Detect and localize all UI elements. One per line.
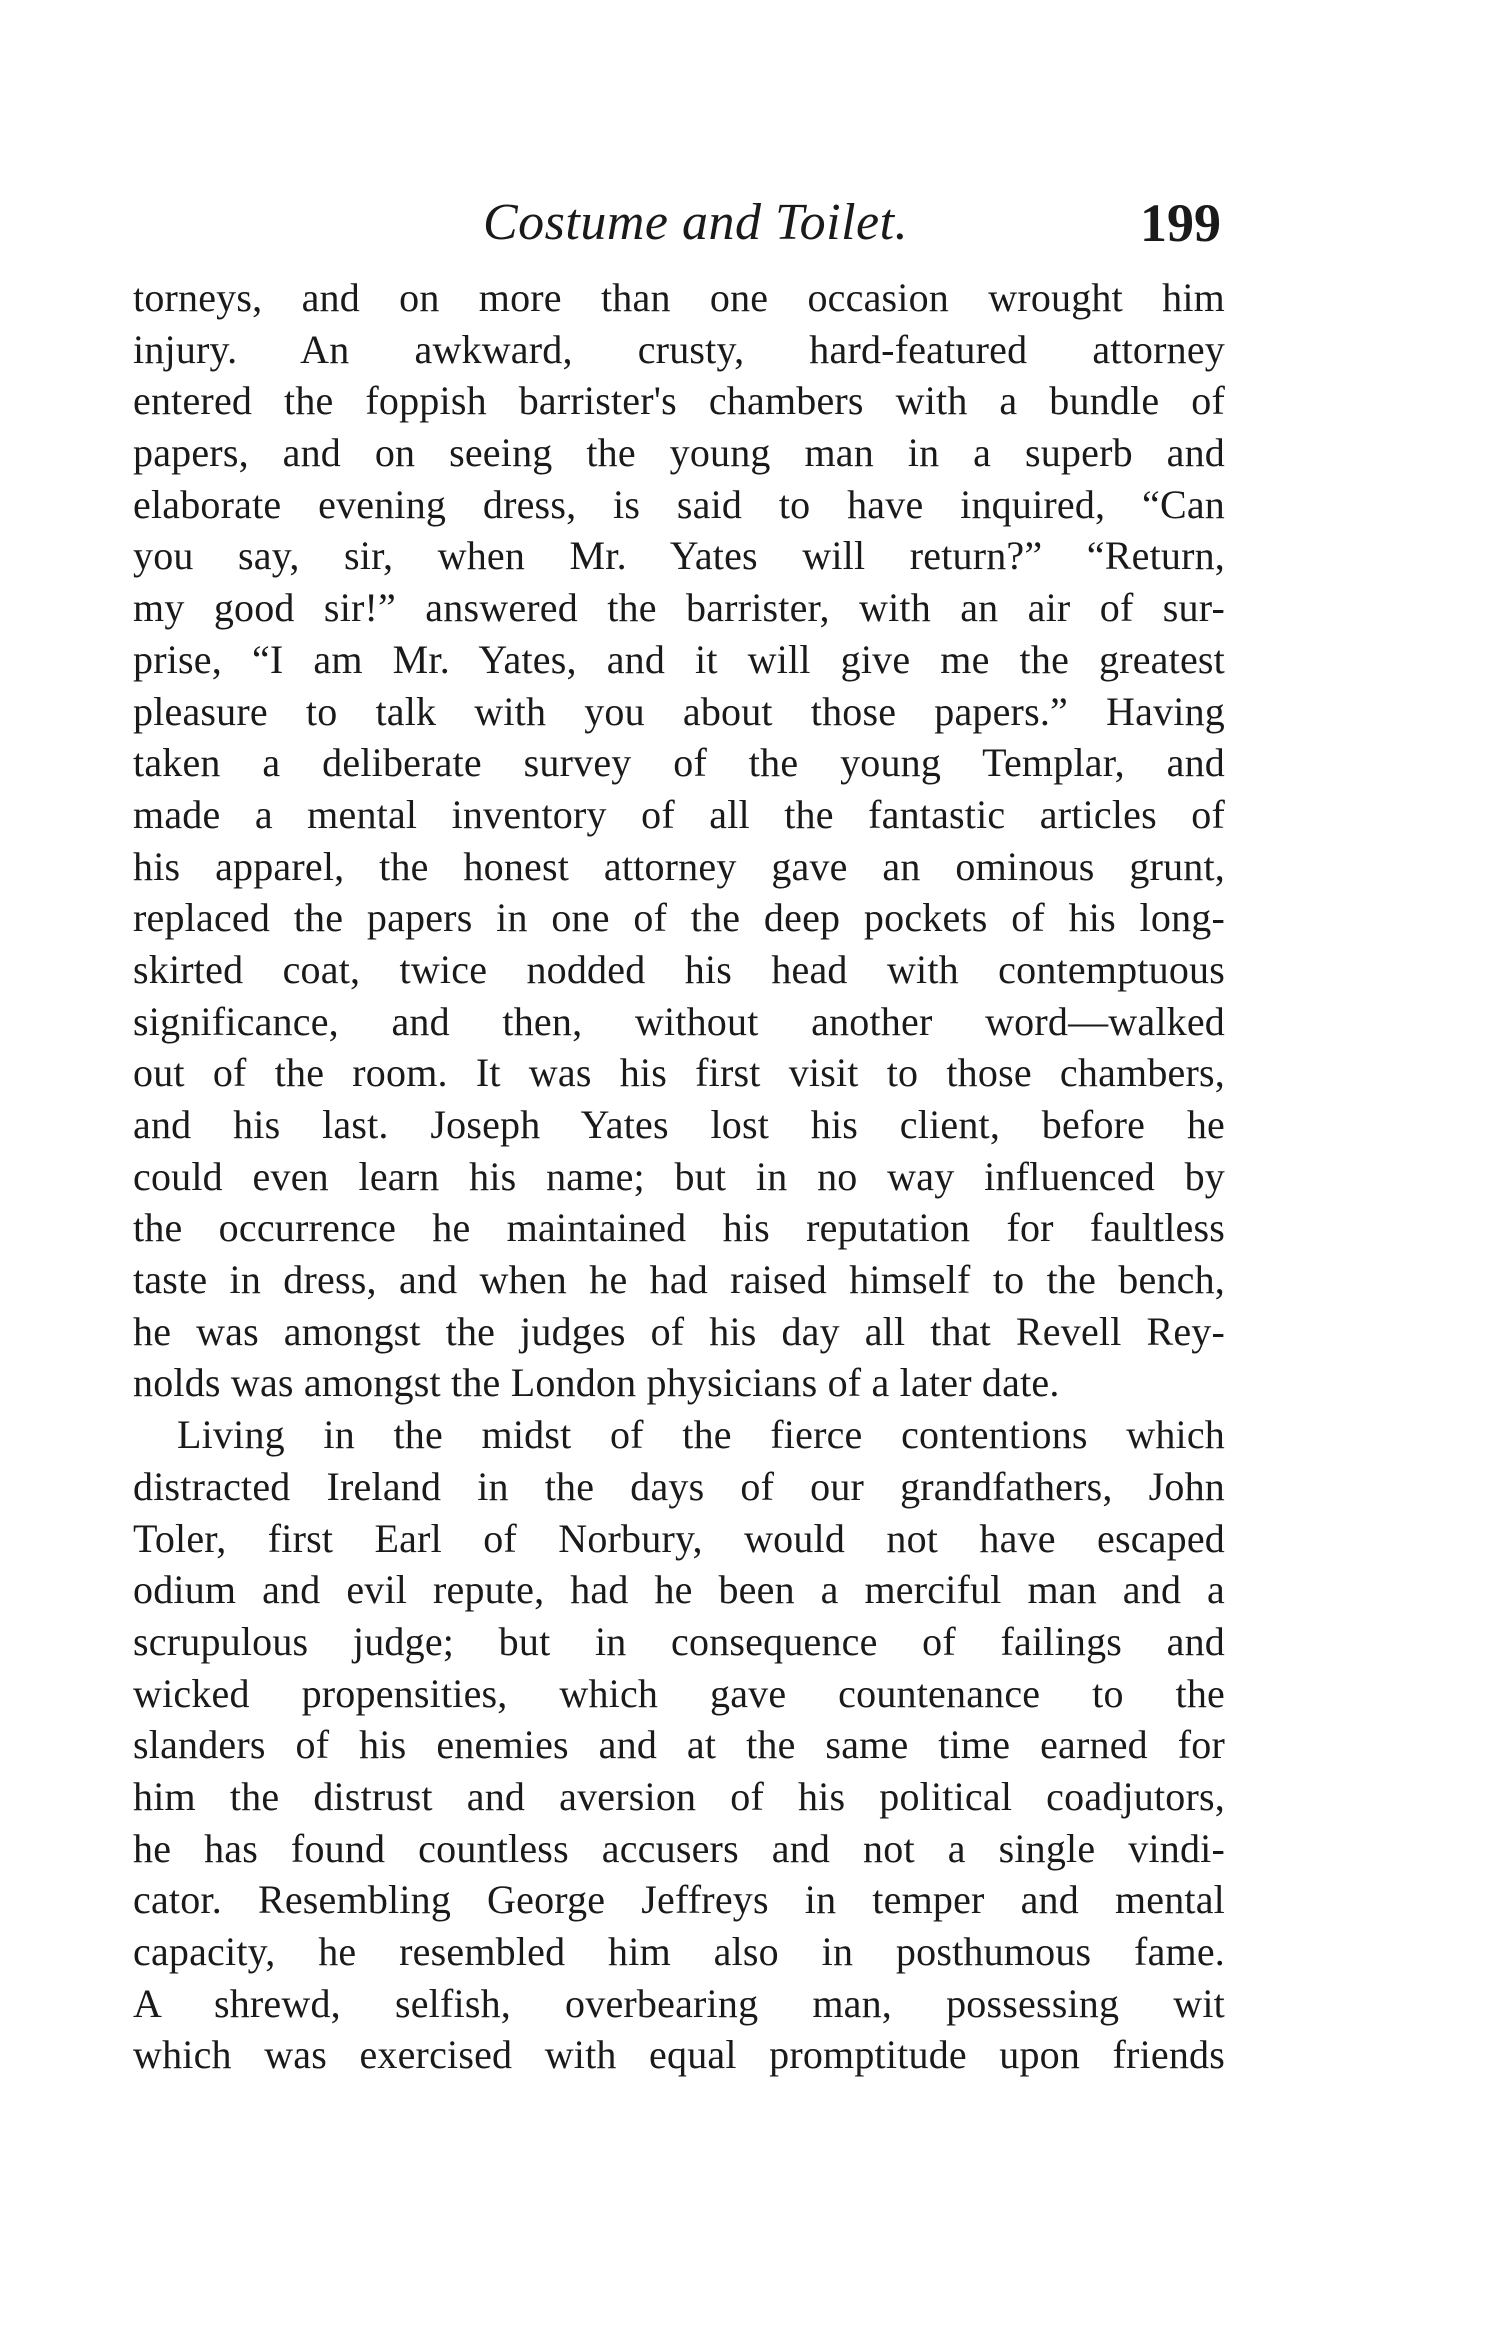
text-line: the occurrence he maintained his reputation for faultless (133, 1205, 1225, 1251)
page-number: 199 (1140, 193, 1221, 253)
text-line: distracted Ireland in the days of our grandfathers, John (133, 1463, 1225, 1509)
text-line: him the distrust and aversion of his political coadjutors, (133, 1773, 1225, 1819)
text-line: pleasure to talk with you about those papers.” Having (133, 688, 1225, 734)
text-line: he was amongst the judges of his day all that Revell Rey- (133, 1308, 1225, 1354)
text-line: A shrewd, selfish, overbearing man, possessing wit (133, 1980, 1225, 2026)
text-line: and his last. Joseph Yates lost his client, before he (133, 1102, 1225, 1147)
text-line: replaced the papers in one of the deep pockets of his long- (133, 895, 1225, 941)
text-line: his apparel, the honest attorney gave an ominous grunt, (133, 843, 1225, 889)
text-line: Living in the midst of the fierce contentions which (177, 1412, 1225, 1458)
text-line: my good sir!” answered the barrister, with an air of sur- (133, 585, 1225, 631)
text-line: skirted coat, twice nodded his head with contemptuous (133, 946, 1225, 992)
text-line: taken a deliberate survey of the young Templar, and (133, 740, 1225, 786)
text-line: papers, and on seeing the young man in a superb and (133, 430, 1225, 476)
text-line: nolds was amongst the London physicians of a later date. (133, 1360, 1060, 1406)
body-text (133, 272, 1225, 2081)
paragraph-2 (133, 1409, 1225, 2081)
text-line: scrupulous judge; but in consequence of failings and (133, 1618, 1225, 1664)
text-line: out of the room. It was his first visit to those chambers, (133, 1050, 1225, 1096)
text-line: entered the foppish barrister's chambers with a bundle of (133, 378, 1225, 424)
text-line: prise, “I am Mr. Yates, and it will give me the greatest (133, 636, 1225, 682)
text-line: elaborate evening dress, is said to have inquired, “Can (133, 481, 1225, 527)
text-line: taste in dress, and when he had raised himself to the bench, (133, 1257, 1225, 1303)
text-line: cator. Resembling George Jeffreys in temper and mental (133, 1877, 1225, 1923)
text-line: injury. An awkward, crusty, hard-featured attorney (133, 326, 1225, 372)
text-line: torneys, and on more than one occasion wrought him (133, 275, 1225, 320)
text-line: capacity, he resembled him also in posthumous fame. (133, 1929, 1225, 1974)
text-line: you say, sir, when Mr. Yates will return?” “Return, (133, 533, 1225, 579)
text-line: wicked propensities, which gave countenance to the (133, 1670, 1225, 1716)
text-line: made a mental inventory of all the fantastic articles of (133, 791, 1225, 837)
running-title: Costume and Toilet. (483, 194, 909, 251)
text-line: could even learn his name; but in no way influenced by (133, 1153, 1225, 1199)
text-line: which was exercised with equal promptitude upon friends (133, 2032, 1225, 2078)
text-line: slanders of his enemies and at the same time earned for (133, 1722, 1225, 1768)
running-head (0, 188, 1502, 258)
text-line: significance, and then, without another word—walked (133, 998, 1225, 1044)
paragraph-1 (133, 272, 1225, 1409)
text-line: he has found countless accusers and not a single vindi- (133, 1825, 1225, 1871)
text-line: odium and evil repute, had he been a merciful man and a (133, 1567, 1225, 1613)
text-line: Toler, first Earl of Norbury, would not have escaped (133, 1515, 1225, 1561)
